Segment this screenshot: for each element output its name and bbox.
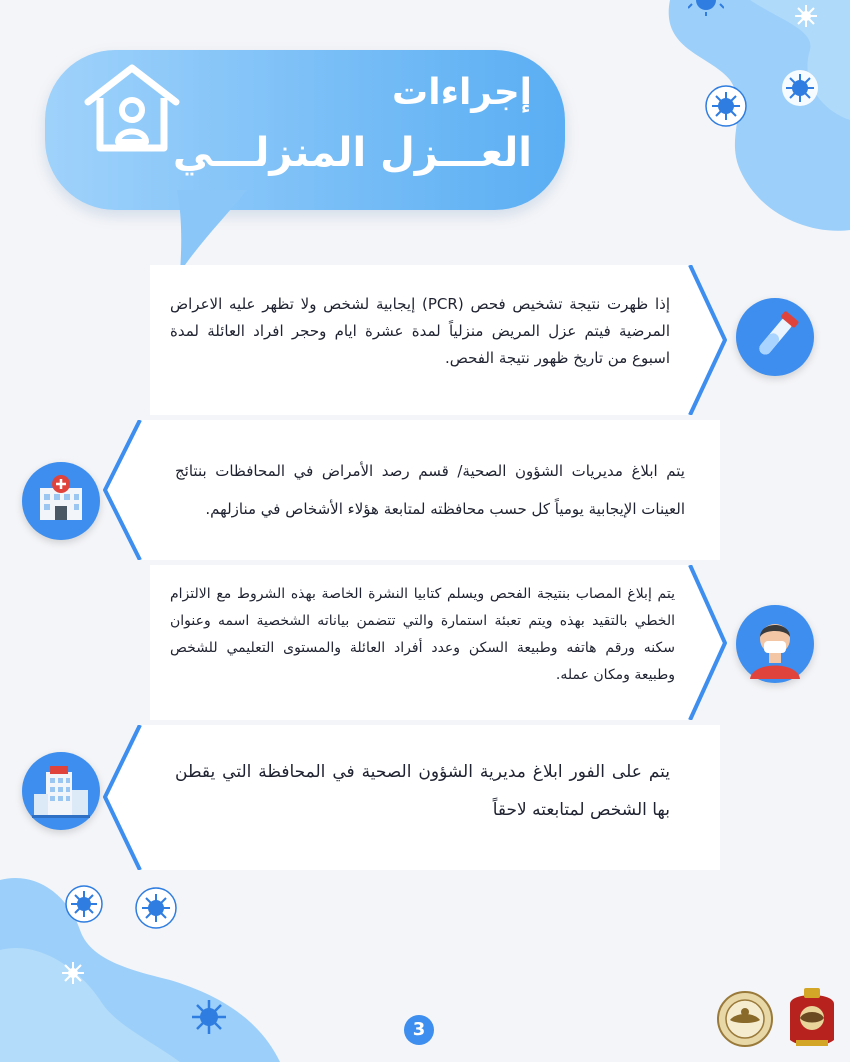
hospital-icon xyxy=(22,462,100,540)
masked-person-icon xyxy=(736,605,814,683)
house-person-icon xyxy=(82,62,182,154)
page-title-line1: إجراءات xyxy=(392,72,532,113)
page-title-line2: العـــزل المنزلـــي xyxy=(172,130,532,176)
info-card-2 xyxy=(100,420,720,560)
card-4-text: يتم على الفور ابلاغ مديرية الشؤون الصحية في المحافظة التي يقطن بها الشخص لمتابعته لاحقاً xyxy=(175,762,670,820)
virus-icon xyxy=(688,0,724,16)
virus-icon xyxy=(188,996,230,1038)
info-card-1 xyxy=(150,265,730,415)
card-1-text: إذا ظهرت نتيجة تشخيص فحص (PCR) إيجابية لشخص ولا تظهر عليه الاعراض المرضية فيتم عزل المريض منزلياً لمدة عشرة ايام وحجر افراد العائلة لمدة اسبوع من تاريخ ظهور نتيجة الفحص. xyxy=(170,295,671,367)
virus-icon xyxy=(64,884,104,924)
info-card-3 xyxy=(150,565,730,720)
card-2-text: يتم ابلاغ مديريات الشؤون الصحية/ قسم رصد الأمراض في المحافظات بنتائج العينات الإيجابية يومياً كل حسب محافظته لمتابعة هؤلاء الأشخاص في منازلهم. xyxy=(175,462,685,518)
virus-icon xyxy=(62,962,84,984)
health-directorate-icon xyxy=(22,752,100,830)
card-2-badge xyxy=(22,462,100,540)
coat-of-arms-icon xyxy=(784,984,840,1050)
title-bubble-tail xyxy=(172,190,252,275)
page-number: 3 xyxy=(404,1015,434,1045)
ministry-seal-icon xyxy=(716,990,774,1048)
virus-icon xyxy=(134,886,178,930)
virus-icon xyxy=(795,5,817,27)
test-tube-icon xyxy=(736,298,814,376)
card-1-badge xyxy=(736,298,814,376)
card-3-badge xyxy=(736,605,814,683)
virus-icon xyxy=(780,68,820,108)
card-4-badge xyxy=(22,752,100,830)
card-3-text: يتم إبلاغ المصاب بنتيجة الفحص ويسلم كتابيا النشرة الخاصة بهذه الشروط مع الالتزام الخطي بالتقيد بهذه ويتم تعبئة استمارة والتي تتضمن بياناته الشخصية اسمه وعنوان سكنه ورقم هاتفه وطبيعة السكن وعدد أفراد العائلة والمستوى التعليمي للشخص وطبيعة ومكان عمله. xyxy=(170,586,675,683)
virus-icon xyxy=(704,84,748,128)
info-card-4 xyxy=(100,725,720,870)
